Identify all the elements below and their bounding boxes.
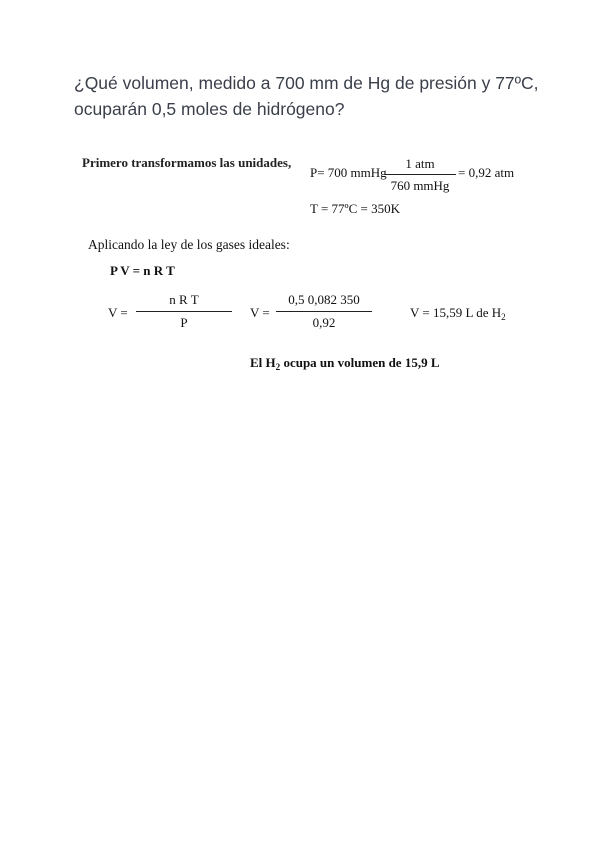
formula-numerator: n R T [169,292,199,307]
substitution-fraction [276,292,372,331]
substitution-lhs: V = [250,305,270,320]
conclusion-pre: El H [250,355,276,370]
step1-intro: Primero transformamos las unidades, [82,155,292,170]
substitution-denominator: 0,92 [312,315,336,330]
conclusion-post: ocupa un volumen de 15,9 L [280,355,440,370]
formula-fraction [136,292,232,331]
volume-result-text: V = 15,59 L de H [410,305,502,320]
pressure-lhs: P= 700 mmHg [310,165,387,180]
pressure-rhs: = 0,92 atm [458,165,515,180]
volume-result [410,305,506,322]
step2-intro: Aplicando la ley de los gases ideales: [88,237,290,252]
pressure-denominator: 760 mmHg [390,178,450,193]
substitution-numerator: 0,5 0,082 350 [288,292,360,307]
ideal-gas-equation: P V = n R T [110,263,175,278]
pressure-numerator: 1 atm [405,156,435,171]
temperature-conversion: T = 77ºC = 350K [310,201,400,216]
conclusion-subscript: 2 [275,362,281,372]
question-text: ¿Qué volumen, medido a 700 mm de Hg de presión y 77ºC, ocuparán 0,5 moles de hidrógeno? [74,73,539,119]
formula-denominator: P [180,315,188,330]
formula-lhs: V = [108,305,128,320]
volume-result-subscript: 2 [501,312,506,322]
conclusion [250,355,440,372]
pressure-fraction [384,156,456,194]
